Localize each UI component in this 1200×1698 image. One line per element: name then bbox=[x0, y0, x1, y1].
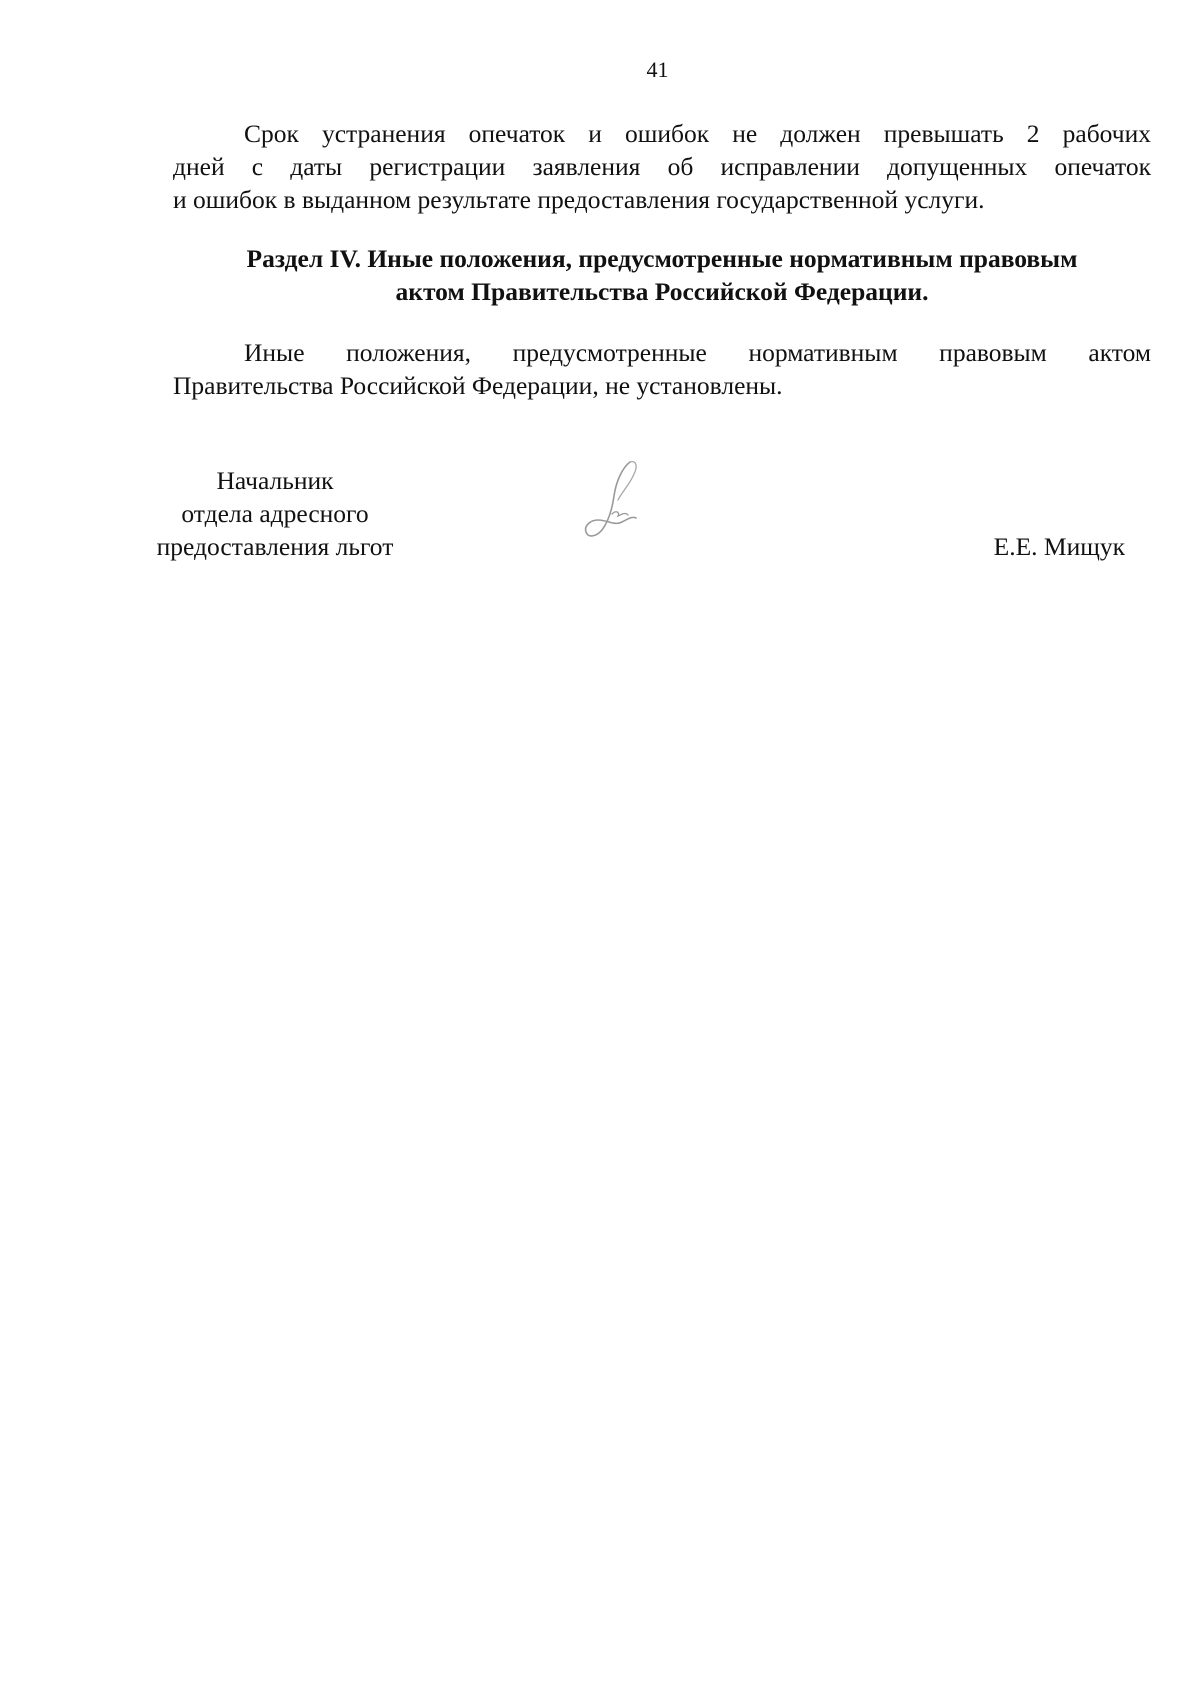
page-number: 41 bbox=[646, 57, 669, 82]
signatory-position-line: отдела адресного bbox=[181, 499, 369, 528]
handwritten-signature bbox=[578, 458, 648, 544]
section-heading bbox=[173, 242, 1151, 308]
signatory-position bbox=[140, 464, 410, 563]
signatory-name: Е.Е. Мищук bbox=[993, 532, 1125, 561]
signatory-position-line: Начальник bbox=[216, 466, 334, 495]
signatory-position-line: предоставления льгот bbox=[156, 532, 394, 561]
section-heading-line: актом Правительства Российской Федерации. bbox=[395, 277, 929, 306]
paragraph-line: Иные положения, предусмотренные нормативным правовым актом bbox=[244, 338, 1151, 367]
paragraph-line: Правительства Российской Федерации, не установлены. bbox=[173, 371, 783, 400]
paragraph-correction-deadline bbox=[173, 117, 1151, 216]
paragraph-line: дней с даты регистрации заявления об исправлении допущенных опечаток bbox=[173, 152, 1151, 181]
paragraph-line: и ошибок в выданном результате предоставления государственной услуги. bbox=[173, 185, 985, 214]
section-heading-line: Раздел IV. Иные положения, предусмотренные нормативным правовым bbox=[246, 244, 1078, 273]
paragraph-line: Срок устранения опечаток и ошибок не должен превышать 2 рабочих bbox=[244, 119, 1151, 148]
paragraph-other-provisions bbox=[173, 336, 1151, 402]
